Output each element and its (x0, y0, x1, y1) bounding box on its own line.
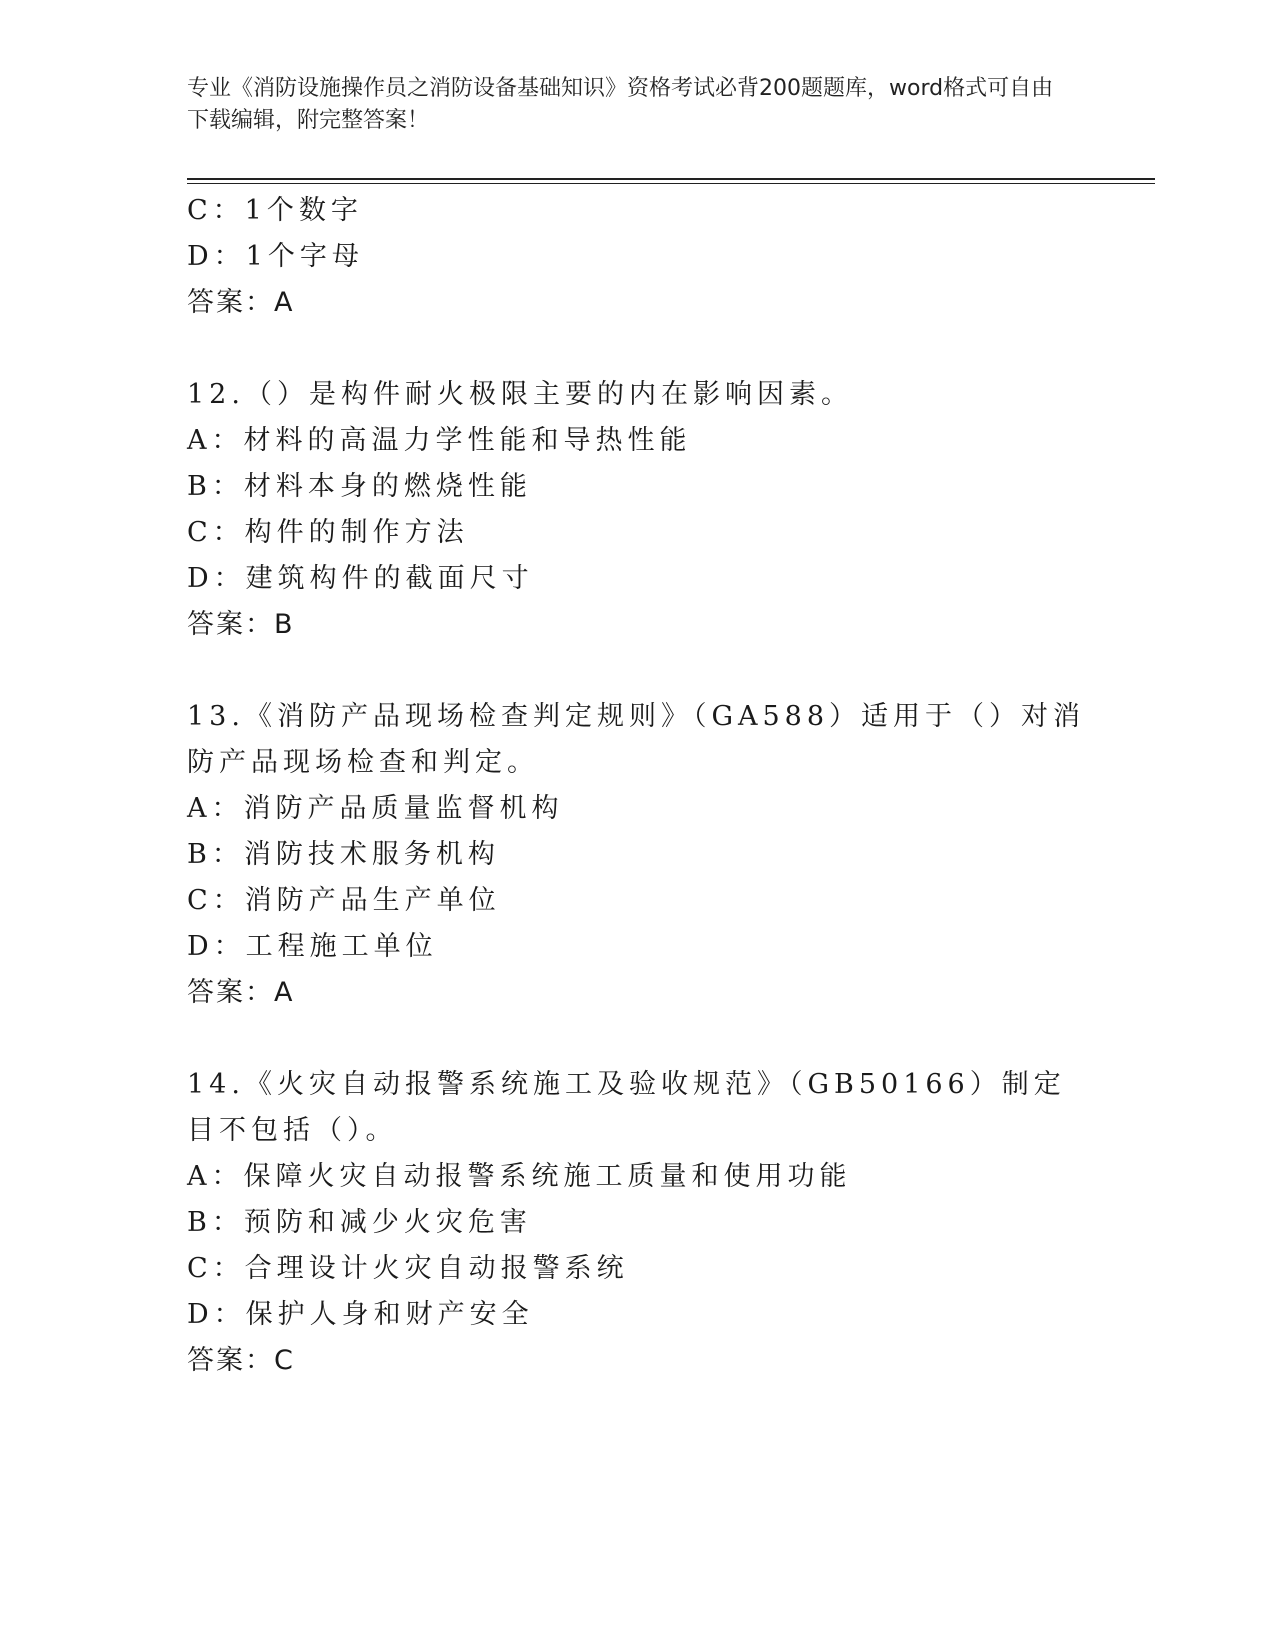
option-c: C：合理设计火灾自动报警系统 (187, 1253, 629, 1284)
question-14 (187, 1062, 1087, 1384)
question-12 (187, 372, 1087, 648)
question-text: 13.《消防产品现场检查判定规则》（GA588）适用于（）对消防产品现场检查和判定。 (187, 701, 1086, 778)
question-13 (187, 694, 1087, 1016)
header-divider-thick (187, 178, 1155, 180)
option-d: D：工程施工单位 (187, 931, 438, 962)
option-d: D：建筑构件的截面尺寸 (187, 563, 534, 594)
option-b: B：材料本身的燃烧性能 (187, 471, 532, 502)
header-title: 专业《消防设施操作员之消防设备基础知识》资格考试必背200题题库，word格式可自由下载编辑，附完整答案！ (187, 76, 1054, 133)
answer-line: 答案：C (187, 1345, 295, 1376)
answer-line: 答案：A (187, 287, 295, 318)
question-text: 12.（）是构件耐火极限主要的内在影响因素。 (187, 379, 853, 410)
previous-question-tail (187, 188, 1087, 326)
question-text: 14.《火灾自动报警系统施工及验收规范》（GB50166）制定目不包括（）。 (187, 1069, 1066, 1146)
header-divider-thin (187, 183, 1155, 184)
document-header (187, 73, 1067, 137)
option-a: A：材料的高温力学性能和导热性能 (187, 425, 692, 456)
option-b: B：预防和减少火灾危害 (187, 1207, 532, 1238)
option-a: A：消防产品质量监督机构 (187, 793, 564, 824)
option-c: C：消防产品生产单位 (187, 885, 501, 916)
option-c: C：构件的制作方法 (187, 517, 469, 548)
option-c: C：1个数字 (187, 195, 363, 226)
option-b: B：消防技术服务机构 (187, 839, 500, 870)
question-content (187, 188, 1087, 1384)
option-d: D：1个字母 (187, 241, 364, 272)
option-d: D：保护人身和财产安全 (187, 1299, 534, 1330)
option-a: A：保障火灾自动报警系统施工质量和使用功能 (187, 1161, 852, 1192)
answer-line: 答案：B (187, 609, 295, 640)
answer-line: 答案：A (187, 977, 295, 1008)
